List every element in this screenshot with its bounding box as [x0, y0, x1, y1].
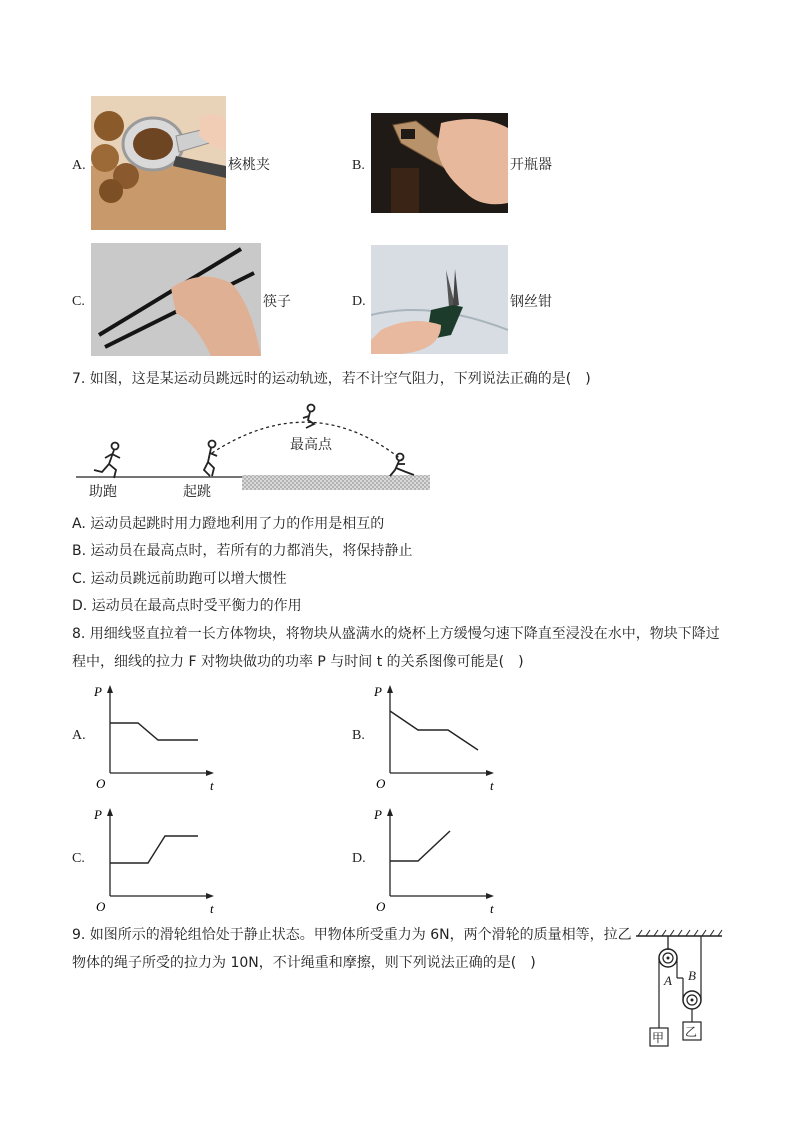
- x-axis-label: t: [490, 778, 494, 793]
- pulley-b-label: B: [688, 968, 696, 983]
- q8-option-d-letter: D.: [352, 851, 366, 866]
- pulley-a-label: A: [664, 973, 672, 988]
- q6-option-b-letter: B.: [352, 158, 365, 173]
- origin-label: O: [376, 776, 386, 791]
- origin-label: O: [376, 899, 386, 914]
- q7-stem: 7. 如图，这是某运动员跳远时的运动轨迹，若不计空气阻力，下列说法正确的是( ): [72, 371, 591, 387]
- q6-option-d-label: 钢丝钳: [510, 294, 552, 310]
- label-run-up: 助跑: [89, 484, 117, 500]
- power-time-curve: [390, 711, 478, 750]
- x-axis-label: t: [210, 901, 214, 916]
- y-axis-label: P: [374, 684, 382, 699]
- origin-label: O: [96, 899, 106, 914]
- object-jia-label: 甲: [652, 1031, 665, 1045]
- bottle-opener-photo: [371, 113, 508, 213]
- y-axis-arrow: [387, 685, 393, 693]
- x-axis-arrow: [206, 893, 214, 899]
- x-axis-arrow: [486, 893, 494, 899]
- q8-stem-line2: 程中，细线的拉力 F 对物块做功的功率 P 与时间 t 的关系图像可能是( ): [72, 654, 524, 670]
- pulley-figure: [634, 928, 724, 1048]
- q8-graph-a: [90, 680, 225, 795]
- power-time-curve: [390, 831, 450, 861]
- label-highest-point: 最高点: [290, 437, 332, 453]
- object-yi-label: 乙: [685, 1025, 698, 1039]
- y-axis-arrow: [107, 685, 113, 693]
- power-time-curve: [110, 836, 198, 863]
- q6-option-a-label: 核桃夹: [228, 157, 270, 173]
- q8-option-b-letter: B.: [352, 728, 365, 743]
- x-axis-arrow: [486, 770, 494, 776]
- q6-option-d-letter: D.: [352, 294, 366, 309]
- y-axis-arrow: [387, 808, 393, 816]
- power-time-curve: [110, 723, 198, 740]
- q7-option-b: B. 运动员在最高点时，若所有的力都消失，将保持静止: [72, 543, 413, 559]
- origin-label: O: [96, 776, 106, 791]
- label-takeoff: 起跳: [183, 484, 211, 500]
- q9-stem-line1: 9. 如图所示的滑轮组恰处于静止状态。甲物体所受重力为 6N，两个滑轮的质量相等，拉乙: [72, 927, 632, 943]
- q7-option-c: C. 运动员跳远前助跑可以增大惯性: [72, 571, 287, 587]
- x-axis-label: t: [490, 901, 494, 916]
- q8-stem-line1: 8. 用细线竖直拉着一长方体物块，将物块从盛满水的烧杯上方缓慢匀速下降直至浸没在水中，物块下降过: [72, 626, 720, 642]
- x-axis-arrow: [206, 770, 214, 776]
- q8-graph-c: [90, 803, 225, 918]
- y-axis-arrow: [107, 808, 113, 816]
- q6-option-c-label: 筷子: [263, 294, 291, 310]
- q8-option-a-letter: A.: [72, 728, 86, 743]
- q8-graph-d: [370, 803, 505, 918]
- q6-option-c-letter: C.: [72, 294, 85, 309]
- long-jump-figure: [72, 398, 442, 503]
- x-axis-label: t: [210, 778, 214, 793]
- y-axis-label: P: [374, 807, 382, 822]
- q7-option-d: D. 运动员在最高点时受平衡力的作用: [72, 598, 302, 614]
- walnut-cracker-photo: [91, 96, 226, 230]
- q8-graph-b: [370, 680, 505, 795]
- y-axis-label: P: [94, 684, 102, 699]
- q9-stem-line2: 物体的绳子所受的拉力为 10N，不计绳重和摩擦，则下列说法正确的是( ): [72, 955, 536, 971]
- q6-option-b-label: 开瓶器: [510, 157, 552, 173]
- y-axis-label: P: [94, 807, 102, 822]
- q6-option-a-letter: A.: [72, 158, 86, 173]
- q8-option-c-letter: C.: [72, 851, 85, 866]
- chopsticks-photo: [91, 243, 261, 356]
- q7-option-a: A. 运动员起跳时用力蹬地利用了力的作用是相互的: [72, 516, 385, 532]
- pliers-photo: [371, 245, 508, 354]
